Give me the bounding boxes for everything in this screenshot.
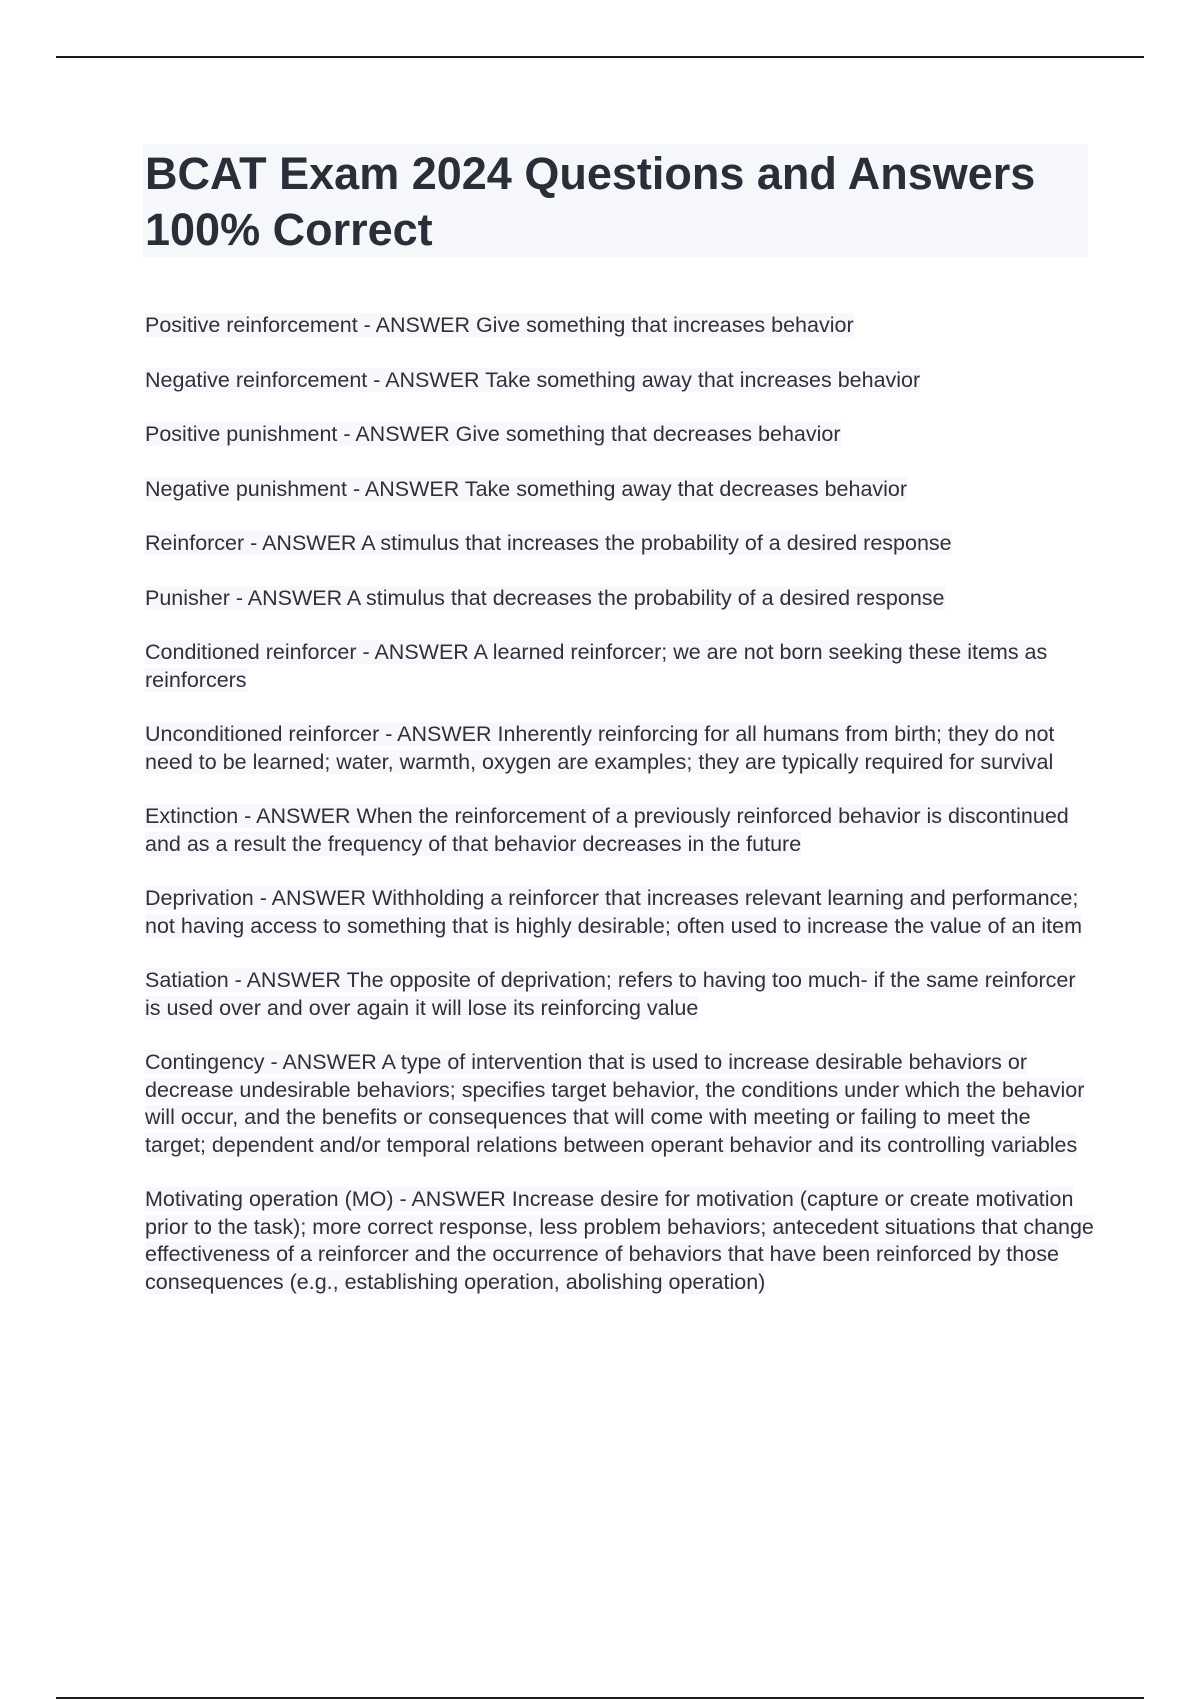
- qa-text: Conditioned reinforcer - ANSWER A learned reinforcer; we are not born seeking these items as reinforcers: [145, 640, 1048, 692]
- qa-item: [145, 476, 1095, 504]
- document-title: BCAT Exam 2024 Questions and Answers 100% Correct: [145, 148, 1036, 255]
- qa-item: [145, 312, 1095, 340]
- qa-text: Negative punishment - ANSWER Take something away that decreases behavior: [145, 476, 908, 501]
- qa-text: Reinforcer - ANSWER A stimulus that increases the probability of a desired response: [145, 531, 952, 555]
- qa-list: [145, 312, 1095, 1323]
- qa-item: [145, 803, 1095, 858]
- qa-item: [145, 1049, 1095, 1159]
- qa-text: Extinction - ANSWER When the reinforcement of a previously reinforced behavior is discontinued and as a result the frequency of that behavior decreases in the future: [145, 804, 1069, 856]
- qa-text: Deprivation - ANSWER Withholding a reinforcer that increases relevant learning and performance; not having access to something that is highly desirable; often used to increase the value of an item: [145, 886, 1083, 938]
- title-block: [143, 144, 1088, 257]
- header-rule: [56, 56, 1144, 58]
- qa-text: Negative reinforcement - ANSWER Take something away that increases behavior: [145, 367, 921, 392]
- qa-text: Motivating operation (MO) - ANSWER Increase desire for motivation (capture or create motivation prior to the task); more correct response, less problem behaviors; antecedent situations that change effectiveness of a reinforcer and the occurrence of behaviors that have been reinforced by those consequences (e.g., establishing operation, abolishing operation): [145, 1187, 1094, 1294]
- qa-text: Punisher - ANSWER A stimulus that decreases the probability of a desired response: [145, 585, 945, 610]
- qa-item: [145, 967, 1095, 1022]
- qa-item: [145, 367, 1095, 395]
- qa-item: [145, 639, 1095, 694]
- qa-text: Unconditioned reinforcer - ANSWER Inherently reinforcing for all humans from birth; they do not need to be learned; water, warmth, oxygen are examples; they are typically required for survival: [145, 722, 1055, 774]
- footer-rule: [56, 1697, 1144, 1699]
- qa-text: Positive punishment - ANSWER Give something that decreases behavior: [145, 422, 841, 446]
- qa-item: [145, 585, 1095, 613]
- qa-item: [145, 721, 1095, 776]
- qa-item: [145, 1186, 1095, 1296]
- qa-item: [145, 530, 1095, 558]
- qa-item: [145, 885, 1095, 940]
- qa-text: Positive reinforcement - ANSWER Give something that increases behavior: [145, 313, 854, 337]
- qa-text: Contingency - ANSWER A type of intervention that is used to increase desirable behaviors or decrease undesirable behaviors; specifies target behavior, the conditions under which the behavior will occur, and the benefits or consequences that will come with meeting or failing to meet the target; dependent and/or temporal relations between operant behavior and its controlling variables: [145, 1050, 1085, 1157]
- qa-item: [145, 421, 1095, 449]
- qa-text: Satiation - ANSWER The opposite of deprivation; refers to having too much- if the same reinforcer is used over and over again it will lose its reinforcing value: [145, 968, 1076, 1020]
